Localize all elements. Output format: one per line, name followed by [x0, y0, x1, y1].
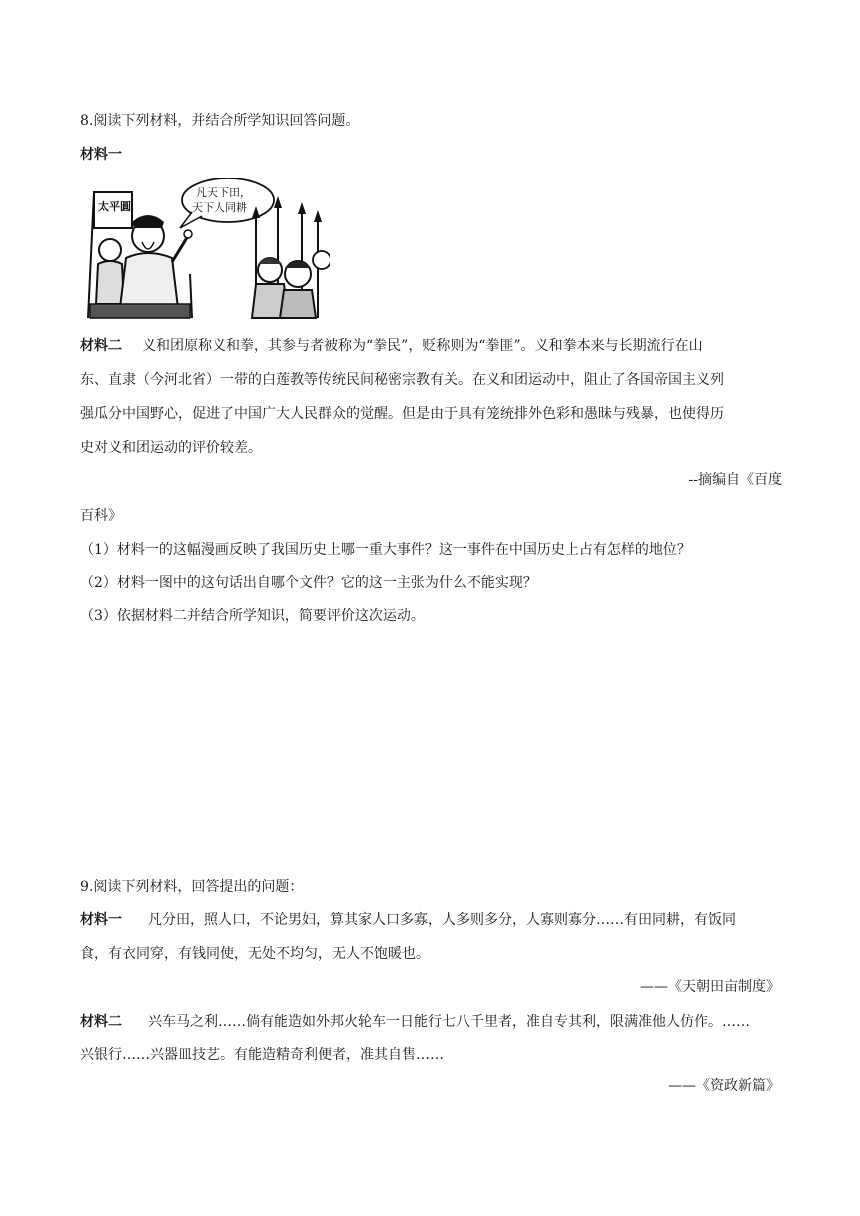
cartoon-banner-text: 太平圓 [98, 200, 131, 213]
q9-material1-line1 [80, 910, 736, 930]
cartoon-speech-line1: 凡天下田， [196, 186, 251, 199]
q8-material1-label: 材料一 [80, 147, 122, 163]
q9-prompt: 9.阅读下列材料，回答提出的问题： [80, 879, 304, 895]
q9-material2-line1 [80, 1012, 750, 1032]
q9-material1-line2: 食，有衣同穿，有钱同使，无处不均匀，无人不饱暖也。 [80, 946, 430, 962]
q8-source-line2: 百科》 [80, 508, 122, 524]
q9-material2-line2: 兴银行……兴器皿技艺。有能造精奇利便者，准其自售…… [80, 1047, 444, 1063]
q8-material2-line3: 强瓜分中国野心，促进了中国广大人民群众的觉醒。但是由于具有笼统排外色彩和愚昧与残暴，也使得历 [80, 406, 724, 422]
q9-material2-label: 材料二 [80, 1014, 122, 1030]
q9-material1-source: ——《天朝田亩制度》 [640, 979, 780, 995]
q8-material2-label: 材料二 [80, 338, 122, 354]
taiping-cartoon-image [80, 178, 330, 320]
q9-material1-text1: 凡分田，照人口，不论男妇，算其家人口多寡，人多则多分，人寡则寡分……有田同耕，有饭同 [148, 912, 736, 928]
q9-material1-label: 材料一 [80, 912, 122, 928]
cartoon-speech-line2: 天下人同耕 [192, 201, 247, 214]
q8-prompt: 8.阅读下列材料，并结合所学知识回答问题。 [80, 113, 360, 129]
q8-material2-text1: 义和团原称义和拳，其参与者被称为“拳民”，贬称则为“拳匪”。义和拳本来与长期流行在山 [142, 338, 703, 354]
q8-question-2: （2）材料一图中的这句话出自哪个文件？它的这一主张为什么不能实现？ [80, 575, 537, 591]
q8-material2-line4: 史对义和团运动的评价较差。 [80, 440, 262, 456]
q8-material2-line2: 东、直隶（今河北省）一带的白莲教等传统民间秘密宗教有关。在义和团运动中，阻止了各国帝国主义列 [80, 372, 724, 388]
q8-material2-line1 [80, 336, 703, 356]
q9-material2-source: ——《资政新篇》 [668, 1078, 780, 1094]
q8-question-1: （1）材料一的这幅漫画反映了我国历史上哪一重大事件？这一事件在中国历史上占有怎样的地位？ [80, 542, 691, 558]
q8-source-line1: --摘编自《百度 [688, 472, 782, 488]
q9-material2-text1: 兴车马之利……倘有能造如外邦火轮车一日能行七八千里者，准自专其利，限满准他人仿作。…… [148, 1014, 750, 1030]
q8-question-3: （3）依据材料二并结合所学知识，简要评价这次运动。 [80, 608, 425, 624]
